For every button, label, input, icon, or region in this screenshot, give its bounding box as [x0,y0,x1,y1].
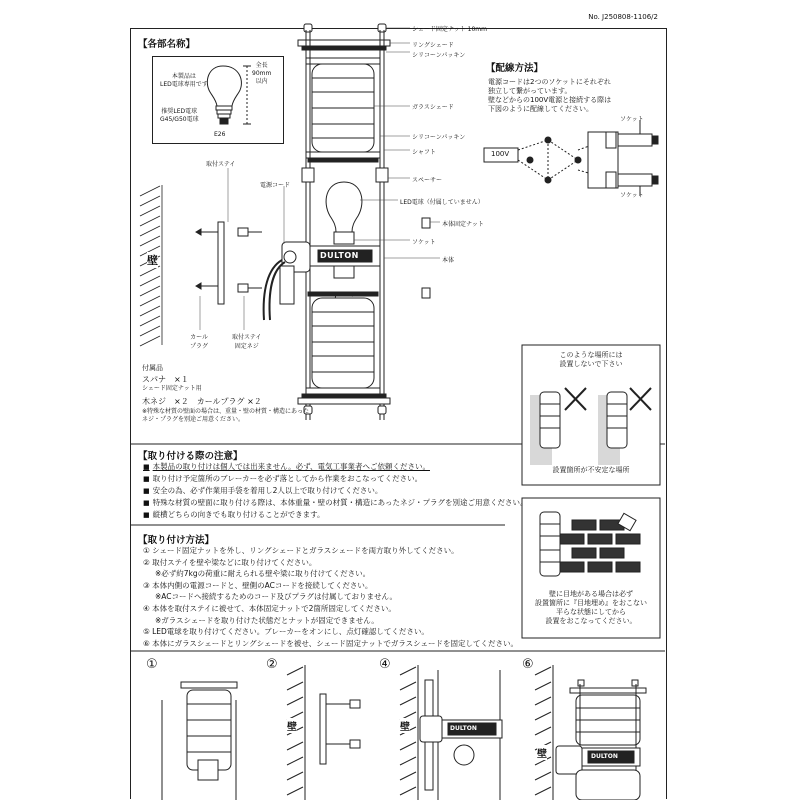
lamp-assembly [264,24,430,420]
callout-shade-nut: シェード固定ナット 10mm [412,26,487,33]
step-number-6: ⑥ [522,657,534,672]
accessory-spanner: スパナ ×１ [142,375,189,384]
callout-body-nut: 本体固定ナット [442,221,484,228]
callout-stay-screw: 取付ステイ 固定ネジ [232,334,262,350]
callout-ring-shade: リングシェード [412,42,454,49]
bulb-base: E26 [214,131,226,138]
socket-bottom-label: ソケット [620,192,644,199]
length-label: 全長 90mm 以内 [252,62,272,85]
step4-brand: DULTON [450,725,477,732]
callout-glass-shade: ガラスシェード [412,104,454,111]
install-step: ④ 本体を取付ステイに被せて、本体固定ナットで2箇所固定してください。 [143,603,396,613]
accessory-spanner-sub: シェード固定ナット用 [142,385,202,392]
install-step-note: ※ガラスシェードを取り付けた状態だとナットが固定できません。 [155,615,379,625]
install-step-note: ※ACコードへ接続するためのコード及びプラグは付属しておりません。 [155,592,397,602]
joint-figure [540,512,640,576]
callout-curl-plug: カール プラグ [190,334,209,350]
caution-list [143,461,528,521]
caution-item: ■ 特殊な材質の壁面に取り付ける際は、本体重量・壁の材質・構造にあったネジ・プラグを別途ご用意ください。 [143,497,528,509]
install-steps [143,545,518,649]
mount-stay [196,222,262,304]
caution-item: ■ 取り付け予定箇所のブレーカーを必ず落としてから作業をおこなってください。 [143,473,528,485]
accessories-title: 付属品 [142,364,163,372]
accessory-screws: 木ネジ ×２ カールプラグ ×２ [142,397,262,406]
step-number-1: ① [146,657,158,672]
recommended-bulb: 推奨LED電球 G45/G50電球 [160,108,199,123]
wiring-diagram [484,120,658,196]
bulb-note: 本製品は LED電球専用です [160,73,208,88]
caution-item: ■ 縦横どちらの向きでも取り付けることができます。 [143,509,528,521]
callout-mount-stay: 取付ステイ [206,161,236,168]
callout-led-bulb: LED電球（付属していません） [400,199,484,206]
install-step: ① シェード固定ナットを外し、リングシェードとガラスシェードを両方取り外してください。 [143,546,459,555]
caution-item: ■ 安全の為、必ず作業用手袋を着用し2人以上で取り付けてください。 [143,485,528,497]
wiring-text: 電源コードは2つのソケットにそれぞれ 独立して繋がっています。 壁などからの100V電源と接続する際は 下図のように配線してください。 [488,78,612,113]
callout-silicone-1: シリコーンパッキン [412,52,466,59]
brand-label: DULTON [320,251,359,260]
install-title: 【取り付け方法】 [138,535,215,546]
accessory-note: ※特殊な材質の壁面の場合は、重量・壁の材質・構造にあった ネジ・プラグを別途ご用意ください。 [142,408,309,423]
unsuitable-footer: 設置箇所が不安定な場所 [552,466,630,474]
joint-caption: 壁に目地がある場合は必ず 設置箇所に『目地埋め』をおこない 平らな状態にしてから 設置をおこなってください。 [535,590,647,625]
unsuitable-caption: このような場所には 設置しないで下さい [559,351,623,368]
step6-brand: DULTON [591,753,618,760]
caution-item: ■ 本製品の取り付けは個人では出来ません。必ず、電気工事業者へご依頼ください。 [143,461,528,473]
parts-title: 【各部名称】 [138,39,196,50]
install-step: ③ 本体内側の電源コードと、壁側のACコードを接続してください。 [143,580,373,590]
callout-socket: ソケット [412,239,436,246]
install-step: ⑥ 本体にガラスシェードとリングシェードを被せ、シェード固定ナットでガラスシェードを固定してください。 [143,638,519,648]
bulb-icon [207,66,251,124]
wall-label: 壁 [147,254,158,267]
step-number-2: ② [266,657,278,672]
socket-top-label: ソケット [620,116,644,123]
callout-power-cord: 電源コード [260,182,291,189]
install-step-note: ※必ず約7kgの荷重に耐えられる壁や梁に取り付けてください。 [155,569,371,579]
step-number-4: ④ [379,657,391,672]
callout-body: 本体 [442,257,455,264]
document-number: No. J250808-1106/2 [588,13,658,21]
install-step: ② 取付ステイを壁や梁などに取り付けてください。 [143,557,317,567]
callout-silicone-2: シリコーンパッキン [412,134,466,141]
step4-wall-label: 壁 [400,718,410,733]
callout-spacer: スペーサー [412,177,443,184]
cautions-title: 【取り付ける際の注意】 [138,451,243,462]
step6-wall-label: 壁 [537,745,547,760]
step2-wall-label: 壁 [287,718,297,733]
install-step: ⑤ LED電球を取り付けてください。ブレーカーをオンにし、点灯確認してください。 [143,627,429,637]
callout-shaft: シャフト [412,149,436,156]
voltage-label: 100V [491,150,510,158]
wiring-title: 【配線方法】 [486,63,544,74]
